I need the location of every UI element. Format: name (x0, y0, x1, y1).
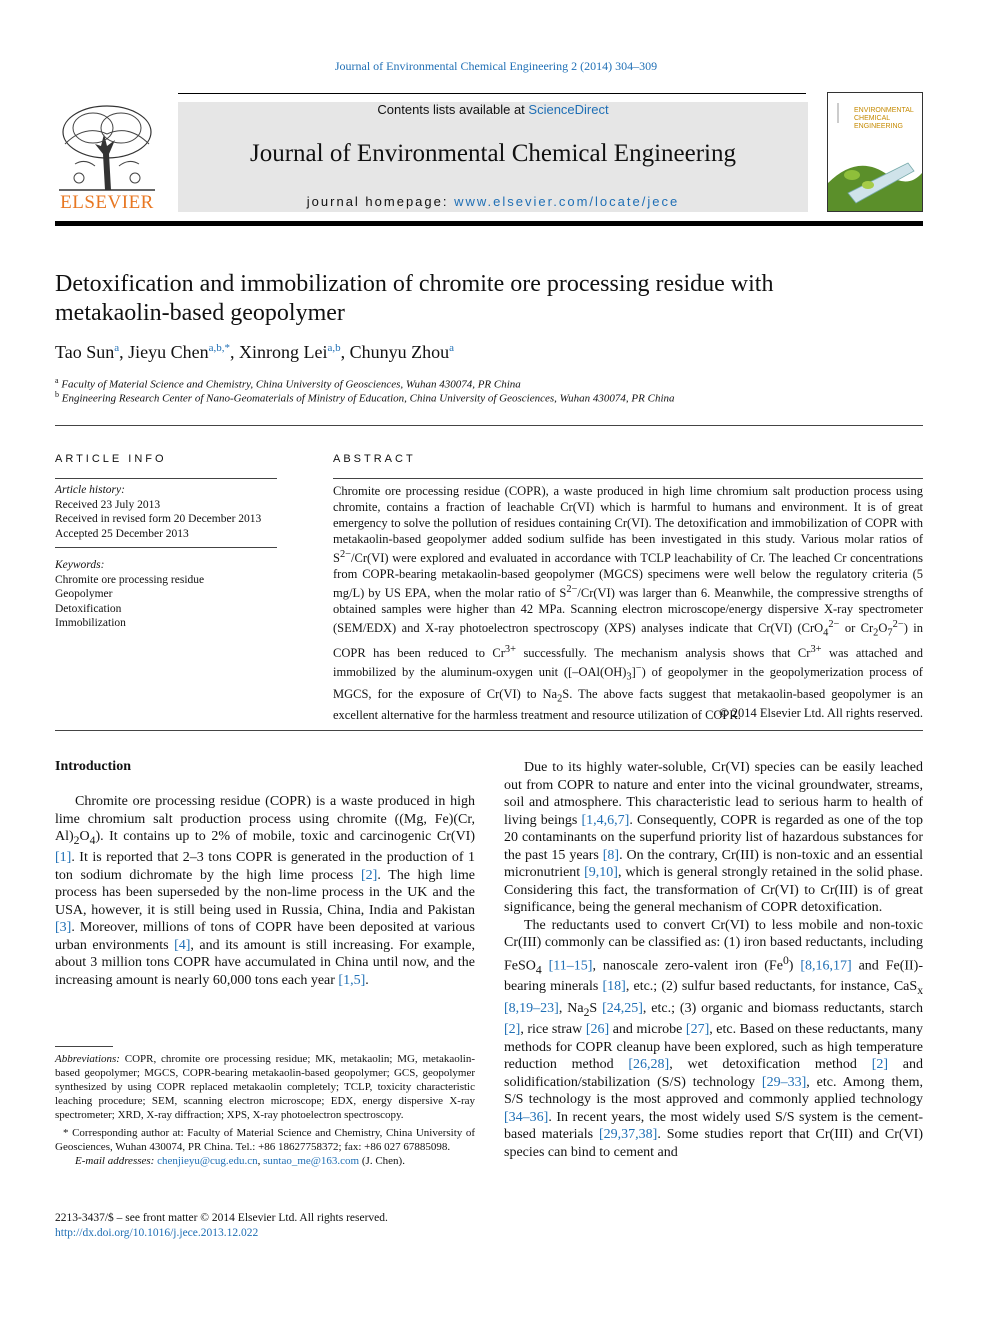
author-name: Jieyu Chen (128, 342, 209, 362)
author-affil-mark[interactable]: a (449, 342, 455, 354)
reference-link[interactable]: [1,5] (338, 972, 366, 988)
reference-link[interactable]: [2] (361, 867, 378, 883)
reference-link[interactable]: [9,10] (584, 865, 618, 880)
history-item: Received 23 July 2013 (55, 498, 161, 511)
homepage-link[interactable]: www.elsevier.com/locate/jece (454, 194, 680, 209)
author-name: Chunyu Zhou (349, 342, 450, 362)
corresponding-author-footnote: * Corresponding author at: Faculty of Material Science and Chemistry, China University of Geosciences, Wuhan 430074, PR China. Tel.: +86 18627758372; fax: +86 027 67885098. (55, 1127, 475, 1153)
reference-link[interactable]: [8,16,17] (800, 958, 852, 974)
email-suffix: (J. Chen). (359, 1155, 405, 1167)
reference-link[interactable]: [4] (174, 937, 191, 953)
homepage-prefix: journal homepage: (306, 194, 455, 209)
author-affil-mark[interactable]: a,b,* (208, 342, 231, 354)
footnotes (55, 1052, 475, 1168)
reference-link[interactable]: [2] (871, 1057, 889, 1073)
reference-link[interactable]: [34–36] (504, 1109, 549, 1125)
reference-link[interactable]: [26,28] (628, 1057, 670, 1073)
info-rule (55, 547, 277, 548)
reference-link[interactable]: [29–33] (761, 1074, 807, 1090)
affiliation-text: Faculty of Material Science and Chemistry, China University of Geosciences, Wuhan 430074, PR China (61, 378, 521, 391)
author-affil-mark[interactable]: a,b (327, 342, 341, 354)
elsevier-tree-icon (55, 104, 159, 192)
article-history (55, 483, 285, 541)
abstract-body: Chromite ore processing residue (COPR), a waste produced in high lime chromium salt production process using chromite, contains a fraction of leachable Cr(VI) which is harmful to humans and environment. It is of great emergency to solve the pollution of residues containing Cr(VI). The detoxification and immobilization of COPR with metakaolin-based geopolymer added sodium sulfide has been investigated in this study. Various molar ratios of $S^{2-}/Cr(VI)$ were explored and evaluated in accordance with TCLP leachability of Cr. The leached Cr concentrations from COPR-bearing metakaolin-based geopolymer (MGCS) specimens were well below the regulatory criteria (5 mg/L) by US EPA, when the molar ratio of $S^{2-}/Cr(VI)$ was larger than 6. Meanwhile, the compressive strengths of obtained samples were higher than 42 MPa. Scanning electron microscope/energy dispersive X-ray spectrometer (SEM/EDX) and X-ray photoelectron spectroscopy (XPS) analyses indicate that Cr(VI) (CrO$_4^{2-}$ or $Cr_2O_7^{2-}$) in COPR has been reduced to $Cr^{3+}$ successfully. The mechanism analysis shows that $Cr^{3+}$ was attached and immobilized by the aluminum-oxygen unit $([-OAl(OH)_3]^-)$ of geopolymer in the geopolymerization process of MGCS, for the exposure of Cr(VI) to $Na_2S$. The above facts suggest that metakaolin-based geopolymer is an excellent alternative for the harmless treatment and resource utilization of COPR. (333, 484, 924, 723)
section-rule (55, 730, 923, 731)
section-rule (55, 425, 923, 426)
header-thick-rule (55, 221, 923, 226)
cover-title-line: CHEMICAL (854, 115, 891, 122)
title-line: Detoxification and immobilization of chromite ore processing residue with (55, 271, 774, 297)
reference-link[interactable]: [1] (55, 850, 72, 866)
email-link[interactable]: chenjieyu@cug.edu.cn (157, 1155, 258, 1167)
history-label: Article history: (55, 484, 125, 496)
journal-homepage (178, 194, 808, 209)
affiliation-text: Engineering Research Center of Nano-Geomaterials of Ministry of Education, China University of Geosciences, Wuhan 430074, PR China (61, 392, 675, 405)
reference-link[interactable]: [2] (504, 1022, 521, 1038)
author-separator: , (119, 342, 129, 362)
history-item: Accepted 25 December 2013 (55, 527, 189, 540)
author-separator: , (340, 342, 350, 362)
intro-left-column (55, 793, 475, 989)
email-label: E-mail addresses: (75, 1155, 155, 1167)
issn-line: 2213-3437/$ – see front matter © 2014 Elsevier Ltd. All rights reserved. (55, 1212, 388, 1224)
journal-banner (178, 102, 808, 212)
info-rule (55, 478, 277, 479)
corresponding-mark: * (63, 1127, 69, 1139)
cover-title-line: ENVIRONMENTAL (854, 107, 914, 114)
affiliation-mark: a (55, 376, 59, 385)
contents-prefix: Contents lists available at (377, 102, 529, 117)
reference-link[interactable]: [29,37,38] (599, 1127, 658, 1143)
title-line: metakaolin-based geopolymer (55, 300, 345, 326)
email-footnote: E-mail addresses: chenjieyu@cug.edu.cn, suntao_me@163.com (J. Chen). (75, 1155, 405, 1167)
affiliation-mark: b (55, 390, 59, 399)
doi-link[interactable]: http://dx.doi.org/10.1016/j.jece.2013.12.022 (55, 1227, 259, 1239)
footnote-rule (55, 1046, 113, 1047)
keyword: Detoxification (55, 602, 122, 615)
front-matter (55, 1211, 388, 1241)
reference-link[interactable]: [1,4,6,7] (581, 812, 630, 828)
reference-link[interactable]: [8] (602, 847, 620, 863)
author-list (55, 342, 454, 363)
history-item: Received in revised form 20 December 2013 (55, 513, 262, 525)
reference-link[interactable]: [18] (602, 979, 626, 995)
banner-top-rule (178, 93, 806, 94)
reference-link[interactable]: [27] (685, 1022, 710, 1038)
reference-link[interactable]: [8,19–23] (504, 1000, 559, 1016)
intro-paragraph: The reductants used to convert Cr(VI) to less mobile and non-toxic Cr(III) commonly can be classified as: (1) iron based reductants, including FeSO$_4$ [11–15], nanoscale zero-valent iron (Fe$^0$) [8,16,17] and Fe(II)-bearing minerals [18], etc.; (2) sulfur based reductants, for instance, CaS$_x$ [8,19–23], $Na_2S$ [24,25], etc.; (3) organic and biomass reductants, starch [2], rice straw [26] and microbe [27], etc. Based on these reductants, many methods for COPR cleanup have been explored, such as high temperature reduction method [26,28], wet detoxification method [2] and solidification/stabilization (S/S) technology [29–33], etc. Among them, S/S technology is the most approved and commonly applied technology [34–36]. In recent years, the most widely used S/S system is the cement-based materials [29,37,38]. Some studies report that Cr(III) and Cr(VI) species can bind to cement and (504, 917, 924, 1160)
journal-citation[interactable]: Journal of Environmental Chemical Engineering 2 (2014) 304–309 (334, 59, 658, 73)
article-info-heading: ARTICLE INFO (55, 453, 167, 465)
keyword: Geopolymer (55, 588, 113, 600)
author-name: Tao Sun (55, 342, 115, 362)
affiliation-a (55, 376, 521, 391)
journal-name: Journal of Environmental Chemical Engineering (250, 140, 736, 167)
cover-title-line: ENGINEERING (854, 123, 904, 130)
abstract-heading: ABSTRACT (333, 453, 416, 465)
author-affil-mark[interactable]: a (114, 342, 120, 354)
abstract-copyright: © 2014 Elsevier Ltd. All rights reserved. (719, 706, 923, 720)
keyword: Chromite ore processing residue (55, 573, 205, 586)
keywords (55, 558, 285, 631)
reference-link[interactable]: [26] (585, 1022, 610, 1038)
reference-link[interactable]: [3] (55, 920, 72, 936)
keyword: Immobilization (55, 617, 126, 629)
abbreviations-label: Abbreviations: (55, 1053, 120, 1065)
sciencedirect-link[interactable]: ScienceDirect (528, 102, 609, 117)
affiliation-b (55, 390, 675, 405)
reference-link[interactable]: [24,25] (602, 1000, 643, 1016)
email-link[interactable]: suntao_me@163.com (263, 1155, 360, 1167)
cover-illustration-icon (828, 93, 922, 211)
intro-paragraph: Chromite ore processing residue (COPR) is a waste produced in high lime chromium salt production process using chromite ((Mg, Fe)(Cr, $Al)_2O_4$). It contains up to 2% of mobile, toxic and carcinogenic Cr(VI) [1]. It is reported that 2–3 tons COPR is generated in the production of 1 ton sodium dichromate by the high lime process [2]. The high lime process has been superseded by the non-lime process in the UK and the USA, however, it is still being used in Russia, China, India and Pakistan [3]. Moreover, millions of tons of COPR have been deposited at various urban environments [4], and its amount is still increasing. For example, about 3 million tons COPR have accumulated in China until now, and the increasing amount is nearly 60,000 tons each year [1,5]. (55, 794, 476, 988)
elsevier-wordmark: ELSEVIER (60, 192, 154, 213)
reference-link[interactable]: [11–15] (548, 958, 593, 974)
author-separator: , (230, 342, 240, 362)
journal-cover-thumbnail[interactable] (827, 92, 923, 212)
author-name: Xinrong Lei (239, 342, 328, 362)
keywords-label: Keywords: (55, 559, 105, 571)
abbreviations-footnote: Abbreviations: COPR, chromite ore processing residue; MK, metakaolin; MG, metakaolin-based geopolymer; MGCS, COPR-bearing metakaolin-based geopolymer; GCS, geopolymer synthesized by using COPR replaced metakaolin completely; TCLP, toxicity characteristic leaching procedure; SEM, scanning electron microscope; EDX, energy dispersive X-ray spectrometer; XRD, X-ray diffraction; XPS, X-ray photoelectron spectroscopy. (55, 1053, 475, 1121)
intro-right-column (504, 759, 923, 1161)
intro-paragraph: Due to its highly water-soluble, Cr(VI) species can be easily leached out from COPR to nature and enter into the vicinal groundwater, streams, soil and atmosphere. This characteristic lead to serious harm to health of living beings [1,4,6,7]. Consequently, COPR is regarded as one of the top 20 contaminants on the superfund priority list of hazardous substances for the past 15 years [8]. On the contrary, Cr(III) is non-toxic and an essential micronutrient [9,10], which is general strongly retained in the solid phase. Considering this fact, the transformation of Cr(VI) to Cr(III) is of great significance, being the general mechanism of COPR detoxification. (504, 760, 923, 915)
contents-line (178, 102, 808, 117)
introduction-heading: Introduction (55, 759, 131, 774)
elsevier-logo (55, 104, 159, 214)
article-title (55, 270, 923, 328)
abstract-rule (333, 478, 923, 479)
